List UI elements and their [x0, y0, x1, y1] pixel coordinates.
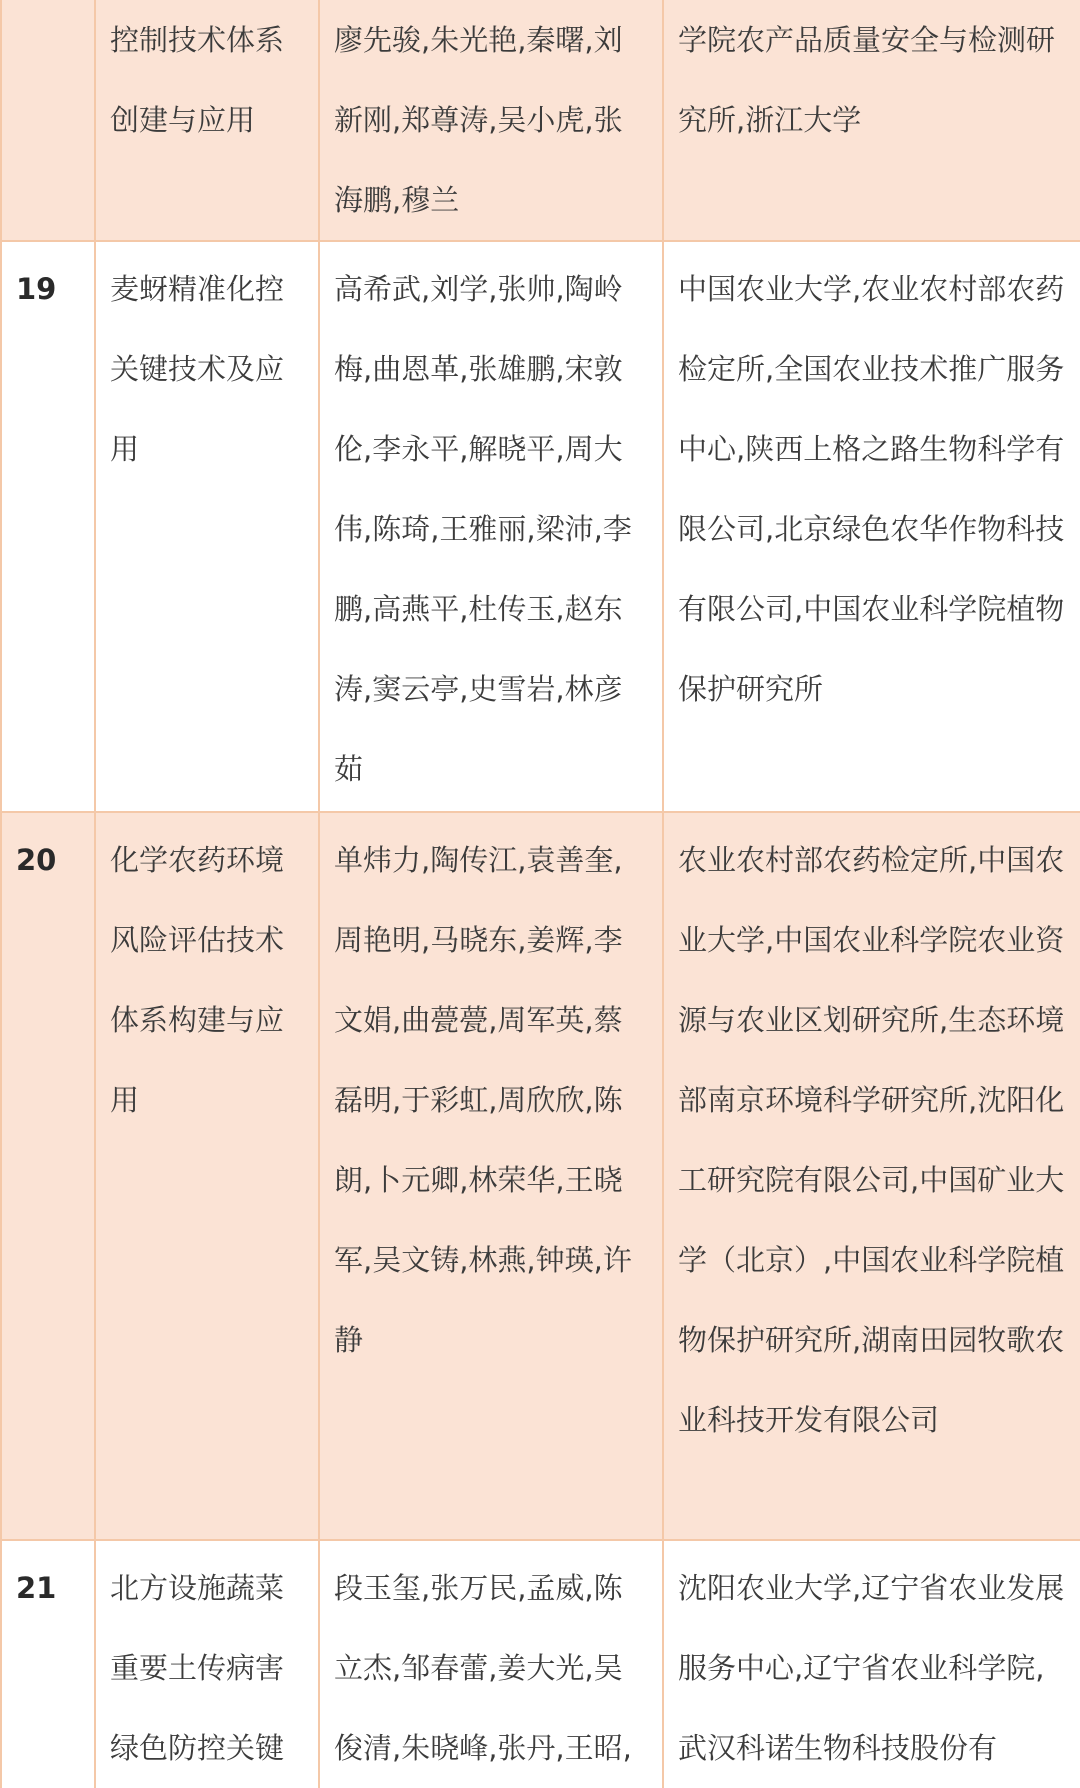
- table-row: [1, 0, 1080, 241]
- organizations: 中国农业大学,农业农村部农药检定所,全国农业技术推广服务中心,陕西上格之路生物科学有限公司,北京绿色农华作物科技有限公司,中国农业科学院植物保护研究所: [663, 241, 1080, 812]
- row-number: 21: [1, 1540, 95, 1788]
- row-number: 20: [1, 812, 95, 1540]
- project-title: 北方设施蔬菜重要土传病害绿色防控关键: [95, 1540, 319, 1788]
- table-row: [1, 812, 1080, 1540]
- project-title: 化学农药环境风险评估技术体系构建与应用: [95, 812, 319, 1540]
- row-number: 19: [1, 241, 95, 812]
- contributors: 单炜力,陶传江,袁善奎,周艳明,马晓东,姜辉,李文娟,曲甍甍,周军英,蔡磊明,于彩虹,周欣欣,陈朗,卜元卿,林荣华,王晓军,吴文铸,林燕,钟瑛,许静: [319, 812, 663, 1540]
- project-title: 控制技术体系创建与应用: [95, 0, 319, 241]
- organizations: 农业农村部农药检定所,中国农业大学,中国农业科学院农业资源与农业区划研究所,生态环境部南京环境科学研究所,沈阳化工研究院有限公司,中国矿业大学（北京）,中国农业科学院植物保护研究所,湖南田园牧歌农业科技开发有限公司: [663, 812, 1080, 1540]
- organizations: 学院农产品质量安全与检测研究所,浙江大学: [663, 0, 1080, 241]
- contributors: 廖先骏,朱光艳,秦曙,刘新刚,郑尊涛,吴小虎,张海鹏,穆兰: [319, 0, 663, 241]
- table-row: [1, 1540, 1080, 1788]
- organizations: 沈阳农业大学,辽宁省农业发展服务中心,辽宁省农业科学院,武汉科诺生物科技股份有: [663, 1540, 1080, 1788]
- project-title: 麦蚜精准化控关键技术及应用: [95, 241, 319, 812]
- row-number: [1, 0, 95, 241]
- table-row: [1, 241, 1080, 812]
- contributors: 高希武,刘学,张帅,陶岭梅,曲恩革,张雄鹏,宋敦伦,李永平,解晓平,周大伟,陈琦,王雅丽,梁沛,李鹏,高燕平,杜传玉,赵东涛,窦云亭,史雪岩,林彦茹: [319, 241, 663, 812]
- contributors: 段玉玺,张万民,孟威,陈立杰,邹春蕾,姜大光,吴俊清,朱晓峰,张丹,王昭,: [319, 1540, 663, 1788]
